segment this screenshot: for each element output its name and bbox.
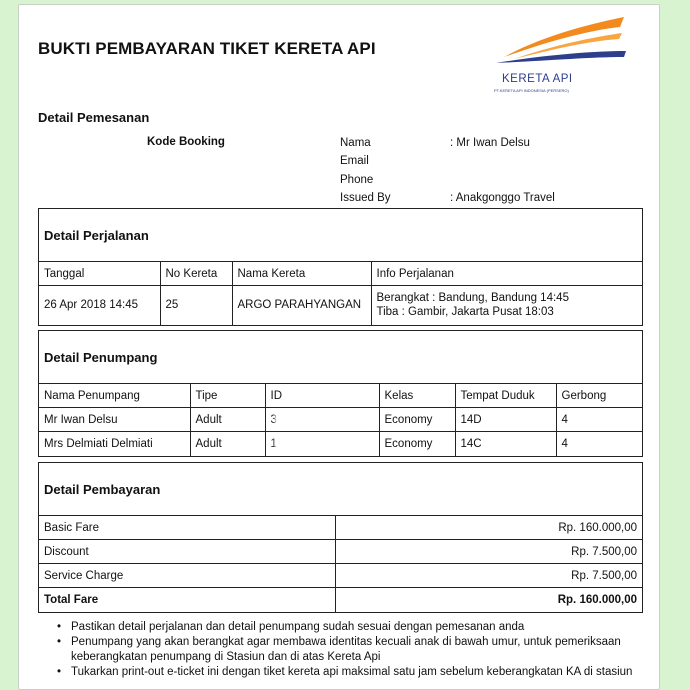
kode-booking-label: Kode Booking [147,136,225,148]
pembayaran-table [39,515,642,612]
redacted-id [277,437,367,447]
id-value: 1 [270,438,277,451]
tanggal-cell: 26 Apr 2018 14:45 [39,286,160,325]
no-kereta-cell: 25 [160,286,232,325]
fare-amount: Rp. 160.000,00 [335,516,642,540]
duduk-cell: 14C [455,432,556,456]
table-row [39,540,642,564]
redacted-id [277,413,367,423]
column-header: Tempat Duduk [455,384,556,408]
column-header: Nama Kereta [232,262,371,286]
logo-subtext: PT.KERETA API INDONESIA (PERSERO) [494,88,569,93]
total-row [39,588,642,612]
column-header: Tipe [190,384,265,408]
note-item: • Pastikan detail perjalanan dan detail penumpang sudah sesuai dengan pemesanan anda [71,620,641,635]
field-label-phone: Phone [340,174,374,186]
total-amount: Rp. 160.000,00 [335,588,642,612]
kelas-cell: Economy [379,408,455,432]
berangkat-text: Berangkat : Bandung, Bandung 14:45 [376,292,569,305]
column-header: Kelas [379,384,455,408]
column-header: Info Perjalanan [371,262,642,286]
id-value: 3 [270,414,277,426]
column-header: No Kereta [160,262,232,286]
ticket-document [18,4,660,690]
table-header-row [39,262,642,286]
penumpang-table [39,383,642,456]
perjalanan-heading: Detail Perjalanan [44,227,149,243]
tiba-text: Tiba : Gambir, Jakarta Pusat 18:03 [376,306,554,319]
document-title: BUKTI PEMBAYARAN TIKET KERETA API [38,39,376,58]
note-item: • Tukarkan print-out e-ticket ini dengan tiket kereta api maksimal satu jam sebelum keberangkatan KA di stasiun [71,665,641,680]
penumpang-box [38,330,643,457]
table-row [39,432,642,456]
table-row [39,516,642,540]
nama-cell: Mrs Delmiati Delmiati [39,432,190,456]
tipe-cell: Adult [190,432,265,456]
fare-amount: Rp. 7.500,00 [335,564,642,588]
logo-wordmark: KERETA API [502,73,573,85]
fare-label: Service Charge [39,564,335,588]
field-label-nama: Nama [340,137,371,149]
table-row [39,286,642,325]
total-label: Total Fare [39,588,335,612]
table-row [39,564,642,588]
field-label-email: Email [340,155,369,167]
column-header: Nama Penumpang [39,384,190,408]
notes-list [71,620,641,680]
fare-amount: Rp. 7.500,00 [335,540,642,564]
perjalanan-box [38,208,643,326]
table-header-row [39,384,642,408]
perjalanan-table [39,261,642,325]
id-cell [265,432,379,456]
note-item: • Penumpang yang akan berangkat agar membawa identitas kecuali anak di bawah umur, untuk pemeriksaan keberangkatan penumpang di Stasiun dan di atas Kereta Api [71,635,641,665]
kelas-cell: Economy [379,432,455,456]
column-header: ID [265,384,379,408]
pembayaran-heading: Detail Pembayaran [44,481,161,497]
gerbong-cell: 4 [556,408,642,432]
gerbong-cell: 4 [556,432,642,456]
column-header: Tanggal [39,262,160,286]
field-value-issued-by: : Anakgonggo Travel [450,192,555,204]
tipe-cell: Adult [190,408,265,432]
column-header: Gerbong [556,384,642,408]
nama-cell: Mr Iwan Delsu [39,408,190,432]
pemesanan-heading: Detail Pemesanan [38,110,150,125]
field-value-nama: : Mr Iwan Delsu [450,137,530,149]
id-cell [265,408,379,432]
field-label-issued-by: Issued By [340,192,391,204]
info-perjalanan-cell [371,286,642,325]
fare-label: Discount [39,540,335,564]
fare-label: Basic Fare [39,516,335,540]
table-row [39,408,642,432]
penumpang-heading: Detail Penumpang [44,349,158,365]
nama-kereta-cell: ARGO PARAHYANGAN [232,286,371,325]
pembayaran-box [38,462,643,613]
duduk-cell: 14D [455,408,556,432]
